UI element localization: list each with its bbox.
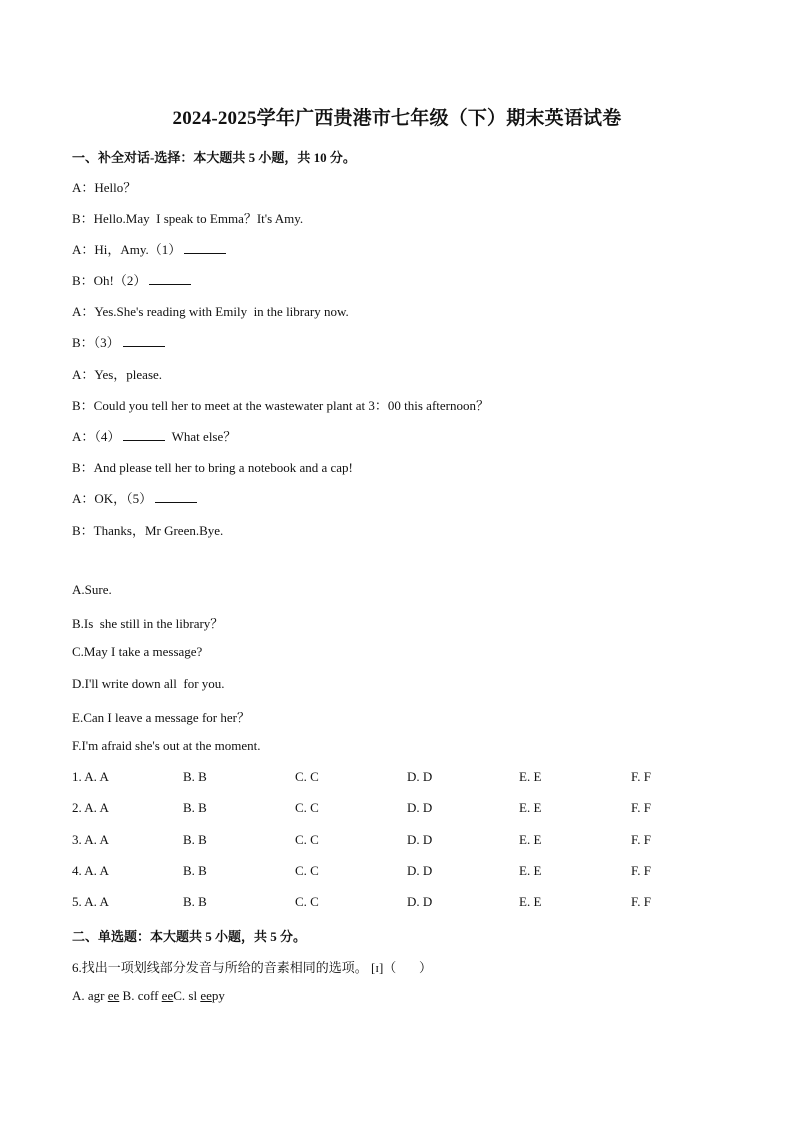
dialogue-line: B：（3）: [72, 332, 168, 351]
answer-row: [72, 863, 732, 881]
option-f[interactable]: F. F: [631, 800, 651, 815]
option-e[interactable]: E. E: [519, 769, 542, 784]
answer-row: [72, 832, 732, 850]
option-a[interactable]: 3. A. A: [72, 832, 109, 847]
option-a[interactable]: 2. A. A: [72, 800, 109, 815]
answer-blank[interactable]: [123, 430, 165, 441]
option-d[interactable]: D. D: [407, 769, 433, 784]
option-b[interactable]: B. coff ee: [119, 988, 174, 1003]
answer-blank[interactable]: [184, 243, 226, 254]
option-c[interactable]: C. C: [295, 769, 319, 784]
option-b[interactable]: B. B: [183, 832, 207, 847]
dialogue-line: B：Thanks，Mr Green.Bye.: [72, 523, 224, 538]
option-f[interactable]: F. F: [631, 832, 651, 847]
option-a[interactable]: A. agr ee: [72, 988, 120, 1003]
option-e[interactable]: E. E: [519, 894, 542, 909]
dialogue-line: B：Hello.May I speak to Emma？It's Amy.: [72, 211, 304, 226]
option-b[interactable]: B. B: [183, 863, 207, 878]
section-2-heading: 二、单选题：本大题共 5 小题，共 5 分。: [72, 929, 307, 944]
answer-row: [72, 800, 732, 818]
dialogue-line: B：Could you tell her to meet at the wastewater plant at 3：00 this afternoon？: [72, 398, 489, 413]
option-c[interactable]: C. C: [295, 894, 319, 909]
option-c[interactable]: C. C: [295, 832, 319, 847]
answer-row: [72, 894, 732, 912]
dialogue-line: A：Yes.She's reading with Emily in the library now.: [72, 304, 349, 319]
option-a[interactable]: 1. A. A: [72, 769, 109, 784]
choice-item: A.Sure.: [72, 582, 112, 597]
option-c[interactable]: C. C: [295, 800, 319, 815]
choice-item: F.I'm afraid she's out at the moment.: [72, 738, 261, 753]
dialogue-line: A：Hi，Amy.（1）: [72, 239, 229, 258]
option-c[interactable]: C. sl eepy: [173, 988, 225, 1003]
option-a[interactable]: 4. A. A: [72, 863, 109, 878]
option-f[interactable]: F. F: [631, 894, 651, 909]
dialogue-line: A：Hello？: [72, 180, 137, 195]
option-d[interactable]: D. D: [407, 863, 433, 878]
answer-blank[interactable]: [149, 274, 191, 285]
option-c[interactable]: C. C: [295, 863, 319, 878]
question-6-options: [72, 988, 225, 1004]
option-b[interactable]: B. B: [183, 800, 207, 815]
choice-item: C.May I take a message?: [72, 644, 203, 659]
dialogue-line: A：OK，（5）: [72, 488, 200, 507]
question-6-stem: 6.找出一项划线部分发音与所给的音素相同的选项。 [ɪ]（ ）: [72, 960, 433, 975]
dialogue-line: A：（4） What else？: [72, 429, 237, 444]
dialogue-line: A：Yes，please.: [72, 367, 163, 382]
option-d[interactable]: D. D: [407, 894, 433, 909]
option-f[interactable]: F. F: [631, 769, 651, 784]
option-e[interactable]: E. E: [519, 832, 542, 847]
choice-item: E.Can I leave a message for her？: [72, 710, 250, 725]
option-d[interactable]: D. D: [407, 800, 433, 815]
dialogue-line: B：Oh!（2）: [72, 270, 194, 289]
option-b[interactable]: B. B: [183, 769, 207, 784]
section-1-heading: 一、补全对话-选择：本大题共 5 小题，共 10 分。: [72, 150, 356, 165]
option-e[interactable]: E. E: [519, 863, 542, 878]
option-a[interactable]: 5. A. A: [72, 894, 109, 909]
answer-blank[interactable]: [155, 492, 197, 503]
answer-row: [72, 769, 732, 787]
option-e[interactable]: E. E: [519, 800, 542, 815]
option-f[interactable]: F. F: [631, 863, 651, 878]
option-b[interactable]: B. B: [183, 894, 207, 909]
dialogue-line: B：And please tell her to bring a notebook and a cap!: [72, 460, 353, 475]
choice-item: B.Is she still in the library？: [72, 616, 224, 631]
option-d[interactable]: D. D: [407, 832, 433, 847]
answer-blank[interactable]: [123, 336, 165, 347]
page-title: 2024-2025学年广西贵港市七年级（下）期末英语试卷: [172, 108, 622, 129]
choice-item: D.I'll write down all for you.: [72, 676, 225, 691]
